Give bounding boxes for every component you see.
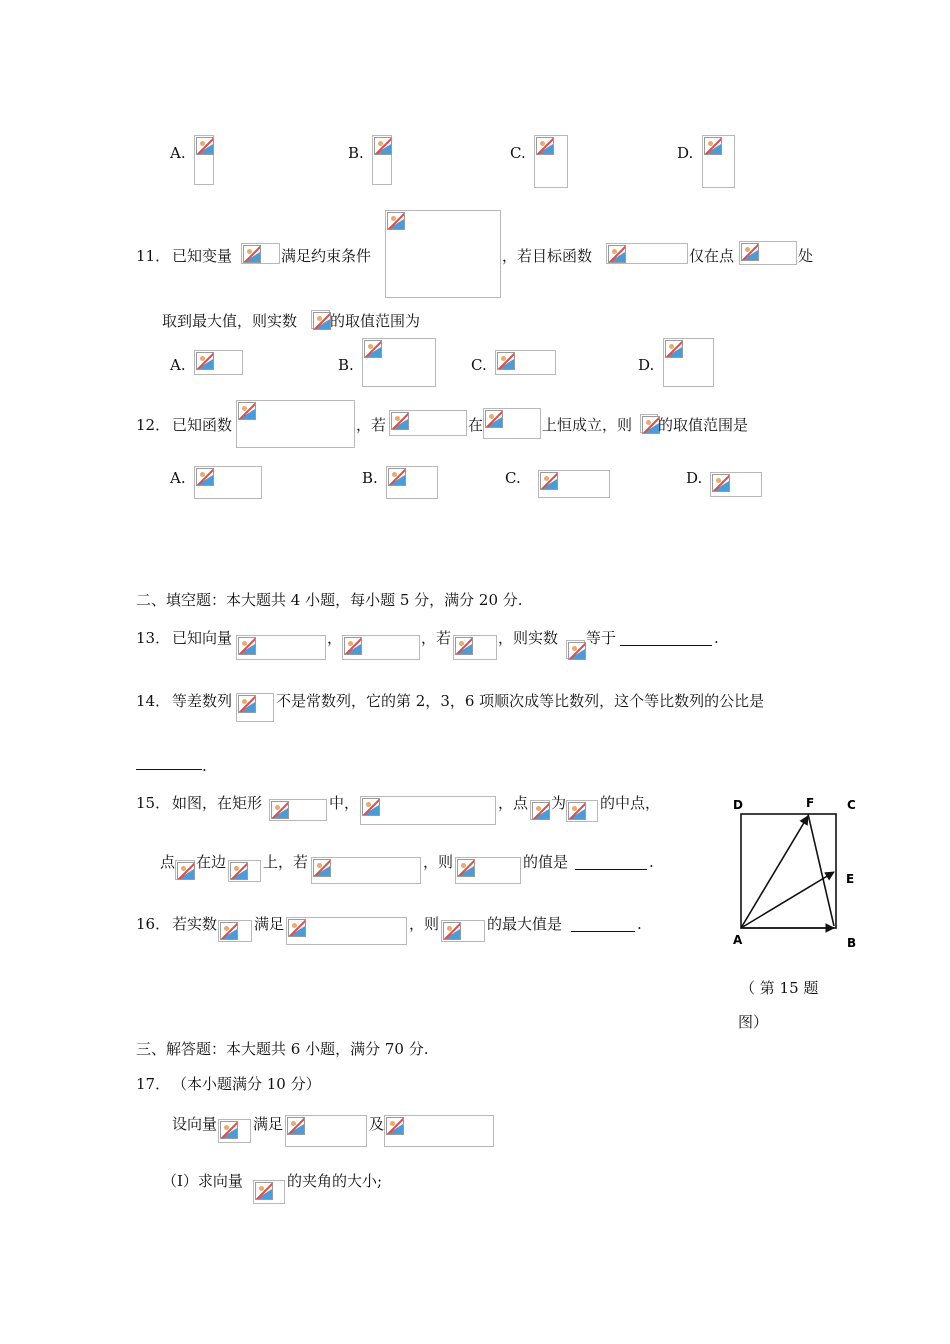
q10-option-c-image	[534, 135, 568, 188]
broken-image-icon	[238, 695, 256, 713]
q11-line2-text-1: 取到最大值，则实数	[162, 312, 298, 330]
broken-image-icon	[196, 352, 214, 370]
q15-side-bc-image	[566, 800, 598, 822]
label-a: A	[733, 933, 743, 947]
q13-vector-a-image	[236, 635, 326, 660]
q12-function-image	[236, 400, 355, 448]
broken-image-icon	[540, 472, 558, 490]
q14-sequence-image	[236, 693, 274, 722]
q17-score-note: （本小题满分 10 分）	[172, 1075, 321, 1093]
q13-text-3: ，若	[421, 629, 452, 647]
q11-option-d-image	[663, 338, 714, 387]
q10-option-b-image	[372, 135, 392, 185]
q13-answer-blank	[620, 645, 712, 646]
q17-number: 17．	[136, 1075, 171, 1093]
q15-line2-text-2: 在边	[196, 853, 227, 871]
label-c: C	[847, 798, 856, 812]
q11-text-3: ，若目标函数	[502, 247, 593, 265]
q17-condition-image	[384, 1115, 494, 1147]
q16-variables-image	[218, 920, 252, 942]
q17-text-1: 设向量	[172, 1115, 218, 1133]
q15-text-3: ，点	[498, 794, 529, 812]
q12-parameter-image	[640, 414, 658, 433]
q16-text-2: 满足	[254, 915, 285, 933]
broken-image-icon	[313, 859, 331, 877]
q10-option-d-label: D.	[677, 144, 694, 162]
q16-text-4: 的最大值是	[487, 915, 563, 933]
q11-variable-image	[241, 243, 280, 264]
broken-image-icon	[387, 212, 405, 230]
q15-dot-product-image	[455, 857, 521, 884]
broken-image-icon	[220, 1121, 238, 1139]
broken-image-icon	[568, 642, 586, 660]
q13-text-5: 等于	[586, 629, 617, 647]
q12-option-a-label: A.	[170, 469, 186, 487]
q13-condition-image	[453, 635, 497, 660]
label-b: B	[847, 936, 857, 950]
q15-text-4: 为	[551, 794, 567, 812]
q11-text-5: 处	[798, 247, 814, 265]
q15-side-lengths-image	[360, 796, 496, 825]
q14-period: .	[202, 757, 207, 775]
q11-option-b-image	[362, 338, 436, 387]
broken-image-icon	[443, 922, 461, 940]
q16-answer-blank	[571, 931, 635, 932]
q11-point-image	[739, 241, 797, 265]
q11-option-c-image	[495, 350, 556, 375]
q10-option-b-label: B.	[348, 144, 364, 162]
q12-text-5: 的取值范围是	[658, 416, 749, 434]
broken-image-icon	[374, 137, 392, 155]
q15-line2-text-3: 上，若	[263, 853, 309, 871]
q11-option-d-label: D.	[638, 356, 655, 374]
figure-caption-line-2: 图）	[738, 1013, 769, 1031]
q13-real-number-image	[566, 640, 585, 659]
q15-line2-text-4: ，则	[423, 853, 454, 871]
q14-number: 14．	[136, 692, 171, 710]
q15-answer-blank	[575, 869, 647, 870]
q15-text-5: 的中点，	[600, 794, 661, 812]
q12-interval-image	[483, 408, 541, 439]
vector-ae	[741, 872, 834, 928]
broken-image-icon	[712, 474, 730, 492]
broken-image-icon	[391, 412, 409, 430]
q11-option-a-label: A.	[170, 356, 186, 374]
q11-option-a-image	[194, 350, 243, 375]
q11-text-1: 已知变量	[172, 247, 233, 265]
broken-image-icon	[536, 137, 554, 155]
broken-image-icon	[271, 801, 289, 819]
broken-image-icon	[313, 312, 331, 330]
q11-constraint-image	[385, 210, 501, 298]
broken-image-icon	[532, 802, 550, 820]
rectangle-vector-diagram	[728, 792, 868, 952]
q15-line2-text-5: 的值是	[523, 853, 569, 871]
q16-text-3: ，则	[409, 915, 440, 933]
vector-af	[741, 816, 808, 928]
q16-text-1: 若实数	[172, 915, 218, 933]
q17-part1-text-2: 的夹角的大小;	[287, 1172, 383, 1190]
broken-image-icon	[362, 798, 380, 816]
broken-image-icon	[196, 468, 214, 486]
q15-rectangle-image	[269, 799, 327, 821]
broken-image-icon	[255, 1182, 273, 1200]
q13-period: .	[714, 629, 719, 647]
q17-part1-vectors-image	[253, 1180, 285, 1204]
q15-point-e-image	[530, 800, 550, 820]
q12-text-4: 上恒成立，则	[542, 416, 633, 434]
q10-option-a-label: A.	[170, 144, 186, 162]
q10-option-c-label: C.	[510, 144, 526, 162]
q17-text-2: 满足	[253, 1115, 284, 1133]
q16-constraint-image	[286, 917, 407, 945]
q12-inequality-image	[389, 410, 467, 436]
q13-text-1: 已知向量	[172, 629, 233, 647]
broken-image-icon	[457, 859, 475, 877]
label-d: D	[733, 798, 743, 812]
broken-image-icon	[238, 637, 256, 655]
broken-image-icon	[196, 137, 214, 155]
broken-image-icon	[386, 1117, 404, 1135]
q10-option-a-image	[194, 135, 214, 185]
q17-magnitude-image	[285, 1115, 367, 1147]
q15-side-cd-image	[228, 860, 261, 882]
q15-figure	[728, 792, 868, 956]
section-3-heading: 三、解答题：本大题共 6 小题，满分 70 分.	[136, 1040, 429, 1058]
q12-text-1: 已知函数	[172, 416, 233, 434]
q15-condition-image	[311, 857, 421, 884]
q12-option-d-label: D.	[686, 469, 703, 487]
q15-line2-text-1: 点	[160, 853, 176, 871]
segment-fb	[808, 814, 834, 926]
q11-text-2: 满足约束条件	[281, 247, 372, 265]
q17-vectors-image	[218, 1119, 251, 1143]
q11-option-c-label: C.	[471, 356, 487, 374]
q13-number: 13．	[136, 629, 171, 647]
label-e: E	[846, 872, 855, 886]
broken-image-icon	[455, 637, 473, 655]
broken-image-icon	[608, 245, 626, 263]
broken-image-icon	[704, 137, 722, 155]
q11-option-b-label: B.	[338, 356, 354, 374]
q15-number: 15．	[136, 794, 171, 812]
broken-image-icon	[288, 919, 306, 937]
q13-vector-b-image	[342, 635, 420, 660]
q17-text-3: 及	[369, 1115, 385, 1133]
q12-option-b-label: B.	[362, 469, 378, 487]
q15-period: .	[649, 853, 654, 871]
q17-part1-text-1: （Ⅰ）求向量	[162, 1172, 243, 1190]
q11-real-number-image	[311, 310, 330, 329]
q16-period: .	[637, 915, 642, 933]
broken-image-icon	[243, 245, 261, 263]
q11-objective-image	[606, 243, 688, 264]
broken-image-icon	[388, 468, 406, 486]
q12-option-c-label: C.	[505, 469, 521, 487]
figure-caption-line-1: （ 第 15 题	[740, 979, 819, 997]
label-f: F	[806, 796, 815, 810]
q12-text-2: ，若	[356, 416, 387, 434]
broken-image-icon	[485, 410, 503, 428]
q14-text-2: 不是常数列，它的第 2，3，6 项顺次成等比数列，这个等比数列的公比是	[276, 692, 765, 710]
broken-image-icon	[287, 1117, 305, 1135]
q13-text-2: ，	[327, 629, 343, 647]
q16-expression-image	[441, 920, 485, 942]
q11-line2-text-2: 的取值范围为	[330, 312, 421, 330]
broken-image-icon	[568, 802, 586, 820]
q12-option-a-image	[194, 466, 262, 499]
broken-image-icon	[230, 862, 248, 880]
broken-image-icon	[665, 340, 683, 358]
broken-image-icon	[364, 340, 382, 358]
broken-image-icon	[497, 352, 515, 370]
q12-option-b-image	[386, 466, 438, 499]
q12-text-3: 在	[468, 416, 484, 434]
q14-answer-blank	[136, 769, 202, 770]
q15-text-1: 如图，在矩形	[172, 794, 263, 812]
section-2-heading: 二、填空题：本大题共 4 小题，每小题 5 分，满分 20 分.	[136, 591, 523, 609]
broken-image-icon	[741, 243, 759, 261]
q15-text-2: 中，	[329, 794, 360, 812]
broken-image-icon	[177, 862, 195, 880]
q11-text-4: 仅在点	[689, 247, 735, 265]
broken-image-icon	[220, 922, 238, 940]
q15-point-f-image	[175, 860, 195, 880]
q11-number: 11．	[136, 247, 171, 265]
q14-text-1: 等差数列	[172, 692, 233, 710]
broken-image-icon	[344, 637, 362, 655]
q13-text-4: ，则实数	[498, 629, 559, 647]
q16-number: 16．	[136, 915, 171, 933]
q12-option-d-image	[710, 472, 762, 497]
broken-image-icon	[238, 402, 256, 420]
q12-option-c-image	[538, 470, 610, 498]
q12-number: 12．	[136, 416, 171, 434]
q10-option-d-image	[702, 135, 735, 188]
